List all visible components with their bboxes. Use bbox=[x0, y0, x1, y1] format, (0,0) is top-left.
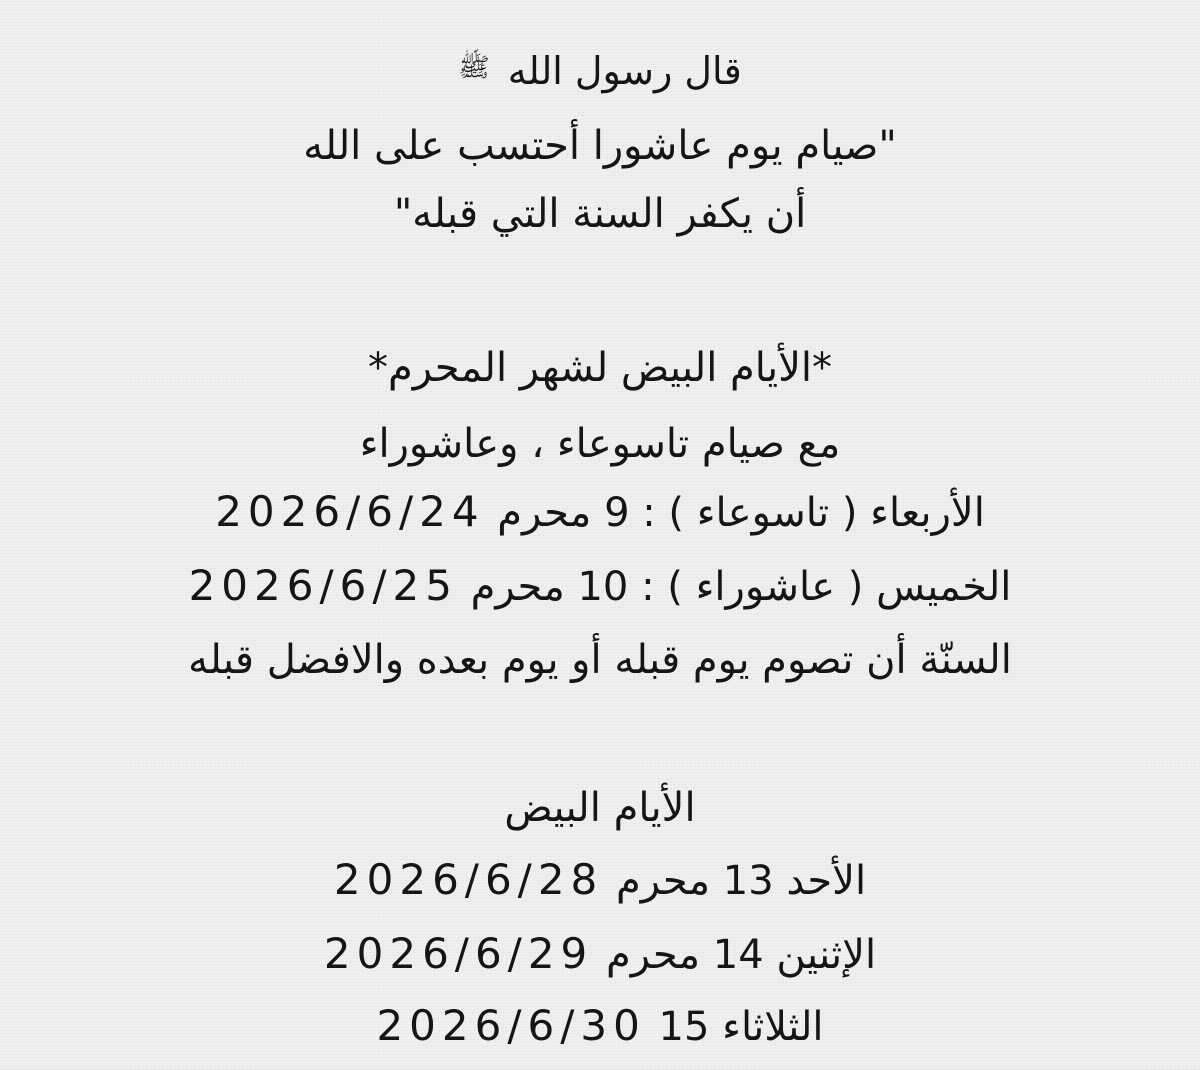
prophet-line bbox=[0, 40, 1200, 99]
ashura-label: الخميس ( عاشوراء ) : 10 محرم bbox=[470, 564, 1012, 610]
tasua-line bbox=[0, 484, 1200, 541]
hadith-line-1: "صيام يوم عاشورا أحتسب على الله bbox=[303, 123, 897, 169]
hadith-line-2: أن يكفر السنة التي قبله" bbox=[393, 191, 807, 237]
white-day-2-date: 2026/6/29 bbox=[323, 929, 594, 978]
white-day-1-label: الأحد 13 محرم bbox=[616, 858, 867, 904]
white-days-title: الأيام البيض bbox=[504, 785, 696, 831]
sunnah-note: السنّة أن تصوم يوم قبله أو يوم بعده والافضل قبله bbox=[188, 637, 1012, 683]
white-day-3-date: 2026/6/30 bbox=[376, 1001, 646, 1050]
ashura-date: 2026/6/25 bbox=[188, 561, 458, 610]
white-days-heading: *الأيام البيض لشهر المحرم* bbox=[367, 345, 833, 391]
with-fasting-line: مع صيام تاسوعاء ، وعاشوراء bbox=[359, 421, 841, 467]
ashura-line bbox=[0, 558, 1200, 615]
white-day-1 bbox=[0, 852, 1200, 909]
white-day-2-label: الإثنين 14 محرم bbox=[606, 932, 877, 978]
white-day-3-label: الثلاثاء 15 bbox=[658, 1004, 824, 1050]
tasua-date: 2026/6/24 bbox=[215, 487, 485, 536]
white-day-3 bbox=[0, 998, 1200, 1055]
white-day-2 bbox=[0, 926, 1200, 983]
honorific-symbol: ﷺ bbox=[458, 53, 490, 83]
white-day-1-date: 2026/6/28 bbox=[333, 855, 604, 904]
prophet-text: قال رسول الله bbox=[507, 49, 742, 93]
tasua-label: الأربعاء ( تاسوعاء ) : 9 محرم bbox=[497, 490, 985, 536]
